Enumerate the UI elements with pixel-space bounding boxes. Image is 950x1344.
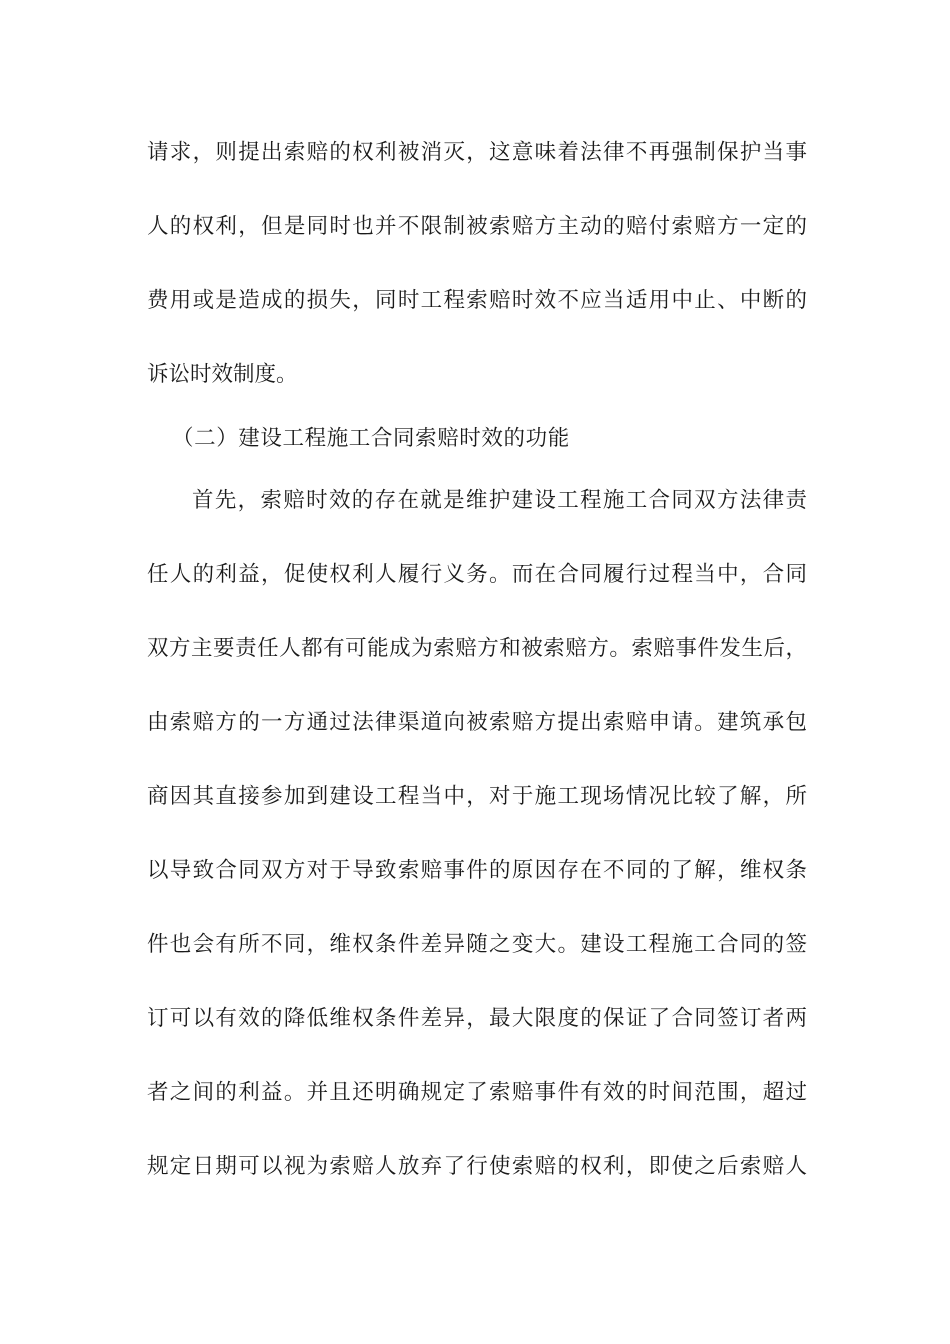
paragraph-line: 订可以有效的降低维权条件差异，最大限度的保证了合同签订者两 [147, 1006, 807, 1031]
paragraph-line: 任人的利益，促使权利人履行义务。而在合同履行过程当中，合同 [147, 562, 807, 587]
paragraph-line: 诉讼时效制度。 [147, 362, 298, 387]
paragraph-line: 规定日期可以视为索赔人放弃了行使索赔的权利，即使之后索赔人 [147, 1154, 807, 1179]
paragraph-line: 请求，则提出索赔的权利被消灭，这意味着法律不再强制保护当事 [147, 140, 807, 165]
paragraph-line: 由索赔方的一方通过法律渠道向被索赔方提出索赔申请。建筑承包 [147, 710, 807, 735]
paragraph-line: 以导致合同双方对于导致索赔事件的原因存在不同的了解，维权条 [147, 858, 807, 883]
paragraph-line: 者之间的利益。并且还明确规定了索赔事件有效的时间范围，超过 [147, 1080, 807, 1105]
paragraph-line: 件也会有所不同，维权条件差异随之变大。建设工程施工合同的签 [147, 932, 807, 957]
paragraph-line: 商因其直接参加到建设工程当中，对于施工现场情况比较了解，所 [147, 784, 807, 809]
paragraph-line: 首先，索赔时效的存在就是维护建设工程施工合同双方法律责 [192, 488, 807, 513]
paragraph-line: 双方主要责任人都有可能成为索赔方和被索赔方。索赔事件发生后， [147, 636, 807, 661]
section-heading: （二）建设工程施工合同索赔时效的功能 [172, 426, 570, 451]
paragraph-line: 人的权利，但是同时也并不限制被索赔方主动的赔付索赔方一定的 [147, 214, 807, 239]
paragraph-line: 费用或是造成的损失，同时工程索赔时效不应当适用中止、中断的 [147, 288, 807, 313]
